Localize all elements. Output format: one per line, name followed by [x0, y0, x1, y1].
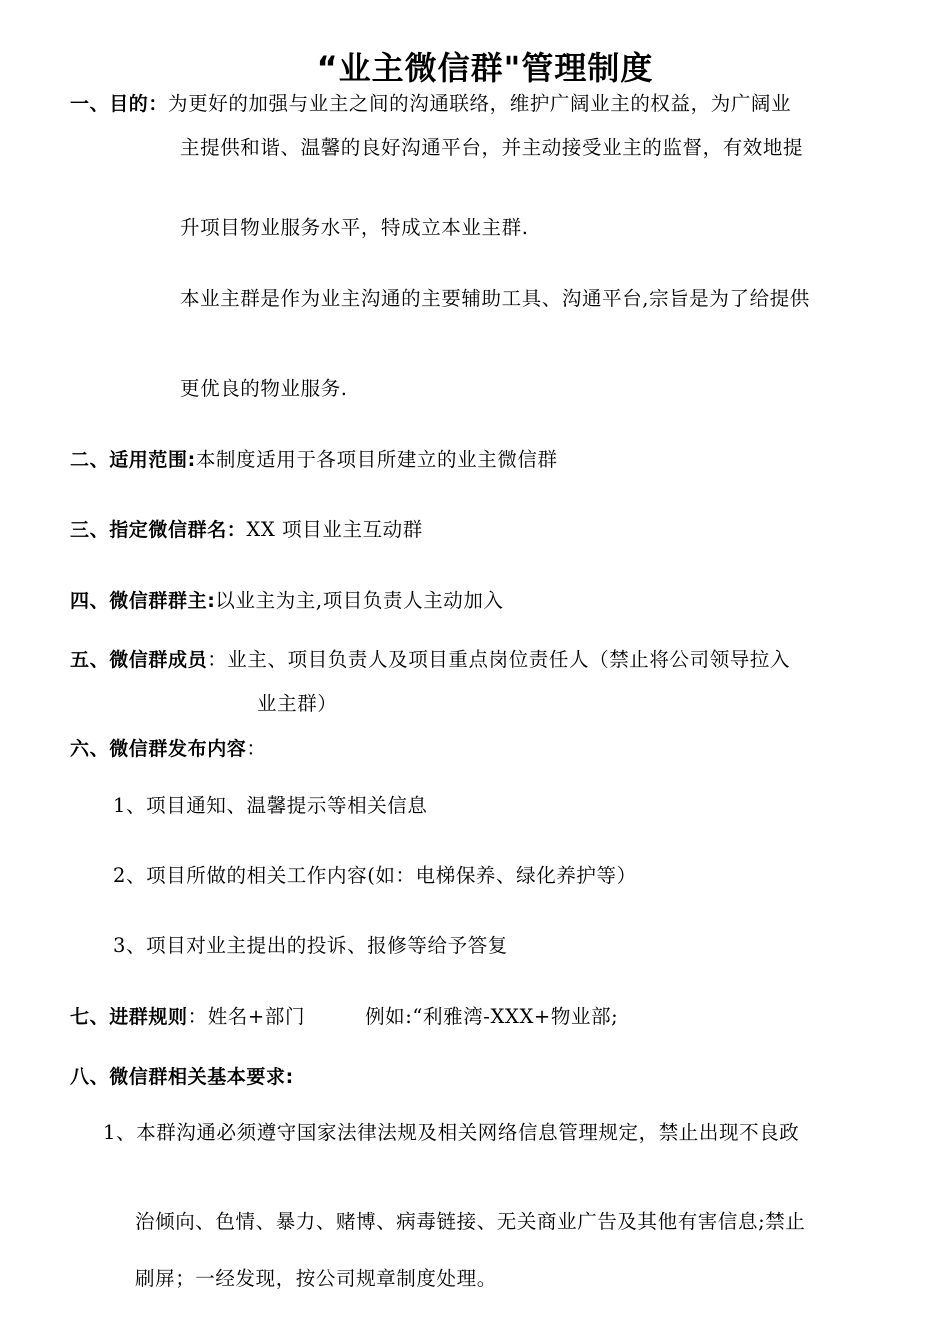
section-7-example: 例如:“利雅湾-XXX+物业部;	[365, 1005, 619, 1028]
section-6-item-1: 1、项目通知、温馨提示等相关信息	[113, 794, 428, 817]
section-3-line	[70, 515, 423, 545]
section-8-heading: 八、微信群相关基本要求:	[70, 1066, 294, 1088]
section-6-heading: 六、微信群发布内容	[70, 738, 247, 760]
section-1-heading: 一、目的：	[70, 93, 169, 115]
section-2-text: 本制度适用于各项目所建立的业主微信群	[195, 448, 558, 471]
section-1-line-2: 主提供和谐、温馨的良好沟通平台，并主动接受业主的监督，有效地提	[180, 136, 804, 159]
section-1-text: 为更好的加强与业主之间的沟通联络，维护广阔业主的权益，为广阔业	[168, 92, 792, 115]
section-8-line-2: 治倾向、色情、暴力、赌博、病毒链接、无关商业广告及其他有害信息;禁止	[135, 1210, 806, 1233]
document-title: “业主微信群"管理制度	[316, 49, 654, 87]
section-6-heading-line	[70, 734, 267, 764]
section-3-heading: 三、指定微信群名：	[70, 519, 247, 541]
section-1-line-3: 升项目物业服务水平，特成立本业主群.	[180, 216, 529, 239]
section-5-line-2: 业主群）	[257, 692, 338, 715]
section-6-item-3: 3、项目对业主提出的投诉、报修等给予答复	[113, 934, 508, 957]
section-7-text: ：姓名+部门	[187, 1005, 306, 1028]
section-2-heading: 二、适用范围:	[70, 449, 196, 471]
section-4-heading: 四、微信群群主:	[70, 590, 216, 612]
section-1-first-line	[70, 89, 791, 119]
section-8-heading-line	[70, 1062, 294, 1092]
section-4-text: 以业主为主,项目负责人主动加入	[215, 589, 504, 612]
section-7-heading: 七、进群规则	[70, 1006, 188, 1028]
section-1-line-5: 更优良的物业服务.	[180, 377, 348, 400]
section-1-line-4: 本业主群是作为业主沟通的主要辅助工具、沟通平台,宗旨是为了给提供	[180, 287, 810, 310]
section-5-first-line	[70, 645, 790, 675]
section-3-text: XX 项目业主互动群	[246, 518, 423, 541]
section-5-heading: 五、微信群成员	[70, 649, 208, 671]
section-8-line-3: 刷屏；一经发现，按公司规章制度处理。	[135, 1267, 497, 1290]
section-7-line	[70, 1002, 618, 1032]
section-2-line	[70, 445, 558, 475]
section-5-text: ：业主、项目负责人及项目重点岗位责任人（禁止将公司领导拉入	[207, 648, 791, 671]
section-6-colon: ：	[246, 737, 267, 760]
section-6-item-2: 2、项目所做的相关工作内容(如：电梯保养、绿化养护等）	[113, 864, 637, 887]
section-4-line	[70, 586, 504, 616]
section-8-line-1: 1、本群沟通必须遵守国家法律法规及相关网络信息管理规定，禁止出现不良政	[103, 1121, 800, 1144]
